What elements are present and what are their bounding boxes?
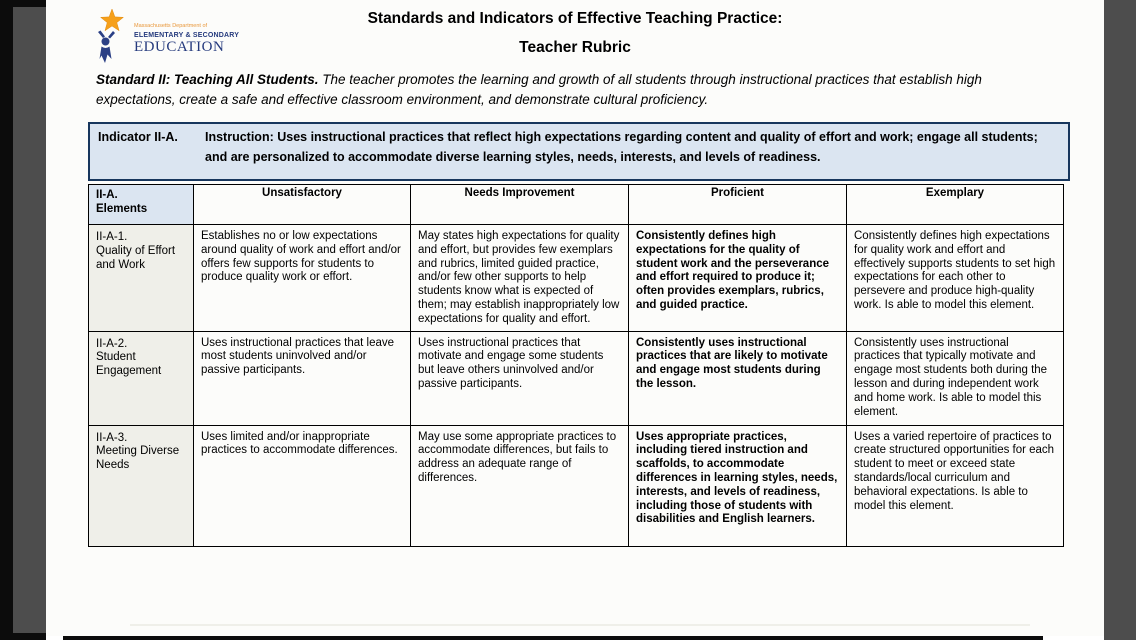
element-cell: [89, 331, 194, 425]
element-name: Meeting Diverse Needs: [96, 445, 180, 472]
logo-dept-line: Massachusetts Department of: [134, 23, 208, 29]
cell-unsatisfactory: Uses instructional practices that leave most students uninvolved and/or passive participants.: [194, 331, 411, 425]
header-elements-line1: II-A.: [96, 189, 118, 201]
standard-text: The teacher promotes the learning and growth of all students through instructional practices that establish high expectations, create a safe and effective classroom environment, and demonstrate cultural proficiency.: [96, 72, 982, 107]
document-title: Standards and Indicators of Effective Teaching Practice:: [367, 10, 783, 27]
element-name: Quality of Effort and Work: [96, 244, 176, 271]
standard-statement: [96, 70, 1048, 110]
cell-unsatisfactory: Uses limited and/or inappropriate practices to accommodate differences.: [194, 425, 411, 546]
cell-proficient: Consistently uses instructional practices that are likely to motivate and engage most students during the lesson.: [629, 331, 847, 425]
left-black-bar: [0, 0, 13, 640]
document-header: [46, 0, 1104, 64]
header-needs-improvement: Needs Improvement: [411, 185, 629, 225]
element-cell: [89, 425, 194, 546]
element-id: II-A-3.: [96, 431, 128, 444]
right-gray-bar: [1104, 0, 1136, 640]
element-id: II-A-1.: [96, 231, 128, 243]
indicator-label: Indicator II-A.: [98, 130, 178, 144]
table-header-row: [89, 185, 1064, 225]
cell-unsatisfactory: Establishes no or low expectations around quality of work and effort and/or offers few supports for students to produce quality work or effort.: [194, 225, 411, 332]
element-cell: [89, 225, 194, 332]
cell-needs-improvement: May states high expectations for quality and effort, but provides few exemplars and rubrics, limited guided practice, and/or few other supports to help students know what is expected of them; may establish inappropriately low expectations for quality and effort.: [411, 225, 629, 332]
left-gray-bar: [13, 7, 46, 633]
cell-exemplary: Consistently defines high expectations for quality work and effort and effectively supports students to set high expectations for each other to persevere and produce high-quality work. Is able to model this element.: [847, 225, 1064, 332]
header-elements-line2: Elements: [96, 202, 148, 215]
logo-elem-sec-line: ELEMENTARY & SECONDARY: [134, 31, 240, 39]
bottom-black-bar: [63, 636, 1043, 640]
header-exemplary: Exemplary: [847, 185, 1064, 225]
cell-proficient: Consistently defines high expectations for the quality of student work and the perseverance and effort required to produce it; often provides exemplars, rubrics, and guided practice.: [629, 225, 847, 332]
logo-education-line: EDUCATION: [134, 38, 225, 55]
document-subtitle: Teacher Rubric: [519, 39, 631, 56]
left-frame-column: [13, 0, 46, 640]
element-name: Student Engagement: [96, 351, 162, 378]
rubric-table: [88, 184, 1064, 547]
element-id: II-A-2.: [96, 337, 128, 350]
indicator-text: Instruction: Uses instructional practices that reflect high expectations regarding content and quality of effort and work; engage all students; and are personalized to accommodate diverse learning styles, needs, interests, and levels of readiness.: [205, 130, 1038, 164]
indicator-box: [88, 122, 1070, 181]
document-page: [46, 0, 1104, 636]
header-proficient: Proficient: [629, 185, 847, 225]
table-row: [89, 331, 1064, 425]
cell-needs-improvement: Uses instructional practices that motivate and engage some students but leave others uninvolved and/or passive participants.: [411, 331, 629, 425]
cell-exemplary: Uses a varied repertoire of practices to create structured opportunities for each student to meet or exceed state standards/local curriculum and behavioral expectations. Is able to model this element.: [847, 425, 1064, 546]
table-row: [89, 225, 1064, 332]
ma-doe-logo: [88, 8, 239, 64]
logo-star-figure-icon: [88, 8, 132, 64]
header-elements: [89, 185, 194, 225]
cell-needs-improvement: May use some appropriate practices to accommodate differences, but fails to address an adequate range of differences.: [411, 425, 629, 546]
cell-exemplary: Consistently uses instructional practices that typically motivate and engage most students both during the lesson and during independent work and home work. Is able to model this element.: [847, 331, 1064, 425]
cell-proficient: Uses appropriate practices, including tiered instruction and scaffolds, to accommodate differences in learning styles, needs, interests, and levels of readiness, including those of students with disabilities and English learners.: [629, 425, 847, 546]
logo-text: [134, 24, 239, 55]
page-edge-shadow: [130, 624, 1030, 626]
header-unsatisfactory: Unsatisfactory: [194, 185, 411, 225]
table-row: [89, 425, 1064, 546]
standard-label: Standard II: Teaching All Students.: [96, 72, 319, 87]
